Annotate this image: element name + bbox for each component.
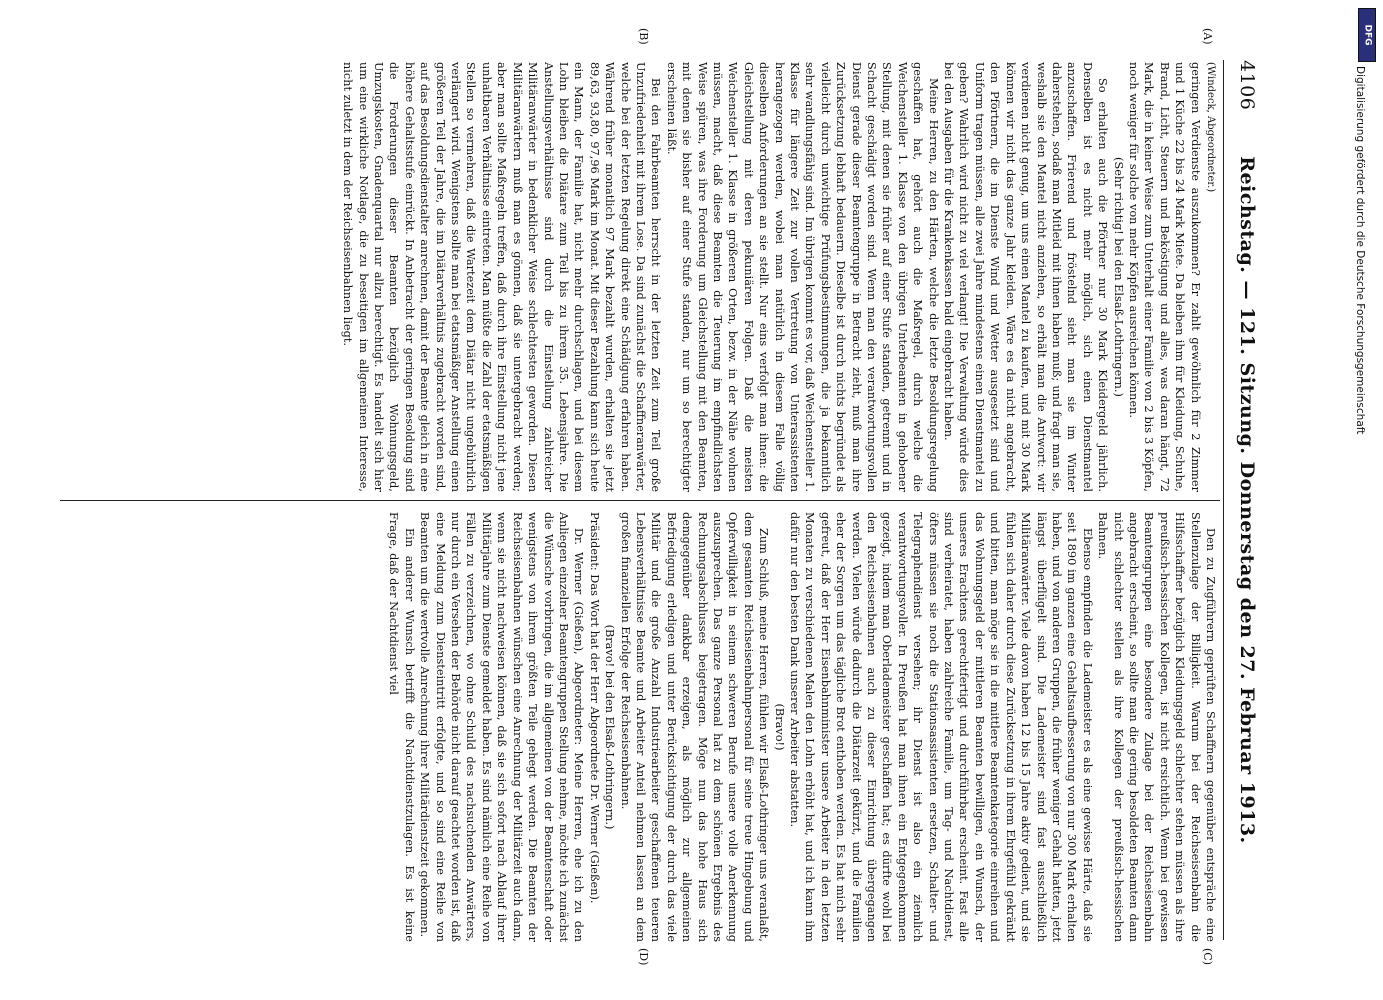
scanned-page [10, 0, 1310, 1000]
margin-mark-d: (D) [637, 948, 650, 966]
paragraph: Zum Schluß, meine Herren, fühlen wir Elsaß-Lothringer uns veranlaßt, dem gesamten Reichseisenbahnpersonal für seine treue Hingebung und Opferwilligkeit in seinem schweren Berufe unsere volle Anerkennung auszusprechen. Das ganze Personal hat zu dem schönen Ergebnis des Rechnungsabschlusses beigetragen. Möge nun das hohe Haus sich demgegenüber dankbar erzeigen, als möglich zur allgemeinen Befriedigung erledigen und unter Berücksichtigung der durch das viele Militär und die große Anzahl Industriearbeiter geschaffenen teueren Lebensverhältnisse Beamte und Arbeiter Anteil nehmen lassen an dem großen finanziellen Erfolge der Reichseisenbahnen. [618, 512, 771, 942]
speaker-reference: (Windeck, Abgeordneter.) [1205, 62, 1216, 193]
interjection: (Bravo! bei den Elsaß-Lothringern.) [603, 624, 617, 830]
left-column [340, 62, 1218, 492]
digitization-credit: Digitalisierung gefördert durch die Deutsche Forschungsgemeinschaft [1354, 66, 1366, 435]
interjection: (Sehr richtig! bei den Elsaß-Lothringern.) [1111, 157, 1125, 397]
paragraph: So erhalten auch die Pförtner nur 30 Mark Kleidergeld jährlich. Denselben ist es nicht mehr möglich, sich einen Dienstmantel anzuschaffen. Frierend und fröstelnd sieht man sie im Winter daherstehen, sodaß man Mitleid mit ihnen haben muß; und fragt man sie, weshalb sie den Mantel nicht anziehen, so erhält man die Antwort: wir verdienen nicht genug, um uns einen Mantel zu kaufen, und mit 30 Mark können wir nicht das ganze Jahr kleiden. Wäre es da nicht angebracht, den Pförtnern, die im Dienste Wind und Wetter ausgesetzt sind und Uniform tragen müssen, alle zwei Jahre mindestens einen Dienstmantel zu geben? Wahrlich wird nicht zu viel verlangt! Die Verwaltung würde dies bei den Ausgaben für die Krankenkassen bald eingebracht haben. [942, 62, 1110, 492]
margin-mark-a: (A) [1201, 28, 1214, 45]
paragraph: Ein anderer Wunsch betrifft die Nachtdienstzulagen. Es ist keine Frage, daß der Nachtdienst viel [387, 512, 416, 942]
page-number: 4106 [1236, 60, 1258, 111]
interjection: (Bravo!) [772, 703, 786, 751]
session-title: Reichstag. — 121. Sitzung. Donnerstag den 27. Februar 1913. [1236, 156, 1258, 844]
dfg-logo-text: DFG [1362, 24, 1373, 46]
right-column [386, 512, 1218, 942]
paragraph: geringen Verdienste auszukommen? Er zahlt gewöhnlich für 2 Zimmer und 1 Küche 22 bis 24 Mark Miete. Da bleiben ihm für Kleidung, Schuhe, Brand, Licht, Steuern und Beköstigung und alles, was daran hängt, 72 Mark, die in keiner Weise zum Unterhalt einer Familie von 2 bis 3 Köpfen, noch weniger für solche von mehr Köpfen ausreichen können. [1126, 62, 1202, 492]
paragraph: Meine Herren, zu den Härten, welche die letzte Besoldungsregelung geschaffen hat, gehört auch die Maßregel, durch welche die Weichensteller 1. Klasse von den übrigen Unterbeamten in gehobener Stellung, mit denen sie früher auf einer Stufe standen, getrennt und in Schacht geschädigt worden sind. Wenn man den verantwortungsvollen Dienst gerade dieser Beamtengruppe in Betracht zieht, muß man ihre Zurücksetzung lebhaft bedauern. Dieselbe ist durch nichts begründet als vielleicht durch unwichtige Prüfungsbestimmungen, die ja bekanntlich sehr wandlungsfähig sind. Im übrigen kommt es vor, daß Weichensteller 1. Klasse für längere Zeit zur vollen Vertretung von Unterassistenten herangezogen werden, wobei man natürlich in diesem Falle völlig dieselben Anforderungen an sie stellt. Nur eins verfolgt man ihnen: die Gleichstellung mit deren pekuniären Folgen. Daß die meisten Weichensteller 1. Klasse in größeren Orten, bezw. in der Nähe wohnen müssen, macht, daß diese Beamten die Teuerung im empfindlichsten Weise spüren, was ihre Forderung um Gleichstellung mit den Beamten, mit denen sie bisher auf einer Stufe standen, nur um so berechtigter erscheinen läßt. [664, 62, 940, 492]
president-line: Präsident: Das Wort hat der Herr Abgeordnete Dr. Werner (Gießen). [587, 512, 601, 904]
paragraph: Bei den Fahrbeamten herrscht in der letzten Zeit zum Teil große Unzufriedenheit mit ihrem Lose. Da sind zunächst die Schaffneranwärter, welche bei der letzten Regelung direkt eine Schädigung erfahren haben. Während früher monatlich 97 Mark bezahlt wurden, erhalten sie jetzt 89,63, 93,80, 97,96 Mark im Monat. Mit dieser Bezahlung kann sich heute ein Mann, der Familie hat, nicht mehr durchschlagen, und bei diesem Lohn bleiben die Diätare zum Teil bis zu ihrem 35. Lebensjahre. Die Anstellungsverhältnisse sind durch die Einstellung zahlreicher Militäranwärter in bedenklicher Weise schlechtesten geworden. Diesen Militäranwärtern muß man es gönnen, daß sie untergebracht werden; aber man sollte Maßregeln treffen, daß durch ihre Einstellung nicht jene unhaltbaren Verhältnisse eintreten. Man müßte die Zahl der etatsmäßigen Stellen so vermehren, daß die Wartezeit dem Diätar nicht ungebührlich verlängert wird. Wenigstens sollte man bei etatsmäßiger Anstellung einen größeren Teil der Jahre, die im Diätarverhältnis zugebracht worden sind, auf das Besoldungsdienstalter anrechnen, damit der Beamte gleich in eine höhere Gehaltsstufe einrückt. In Anbetracht der geringen Besoldung sind die Forderungen dieser Beamten bezüglich Wohnungsgeld, Umzugskosten, Gnadenquartal nur allzu berechtigt. Es handelt sich hier um eine wirkliche Notlage, die zu beseitigen im allgemeinen Interesse, nicht zuletzt in dem der Reichseisenbahnen liegt. [341, 62, 663, 492]
header-rule [1223, 60, 1224, 940]
page-header [1230, 60, 1258, 940]
paragraph: Ebenso empfinden die Lademeister es als eine gewisse Härte, daß sie seit 1890 im ganzen eine Gehaltsaufbesserung von nur 300 Mark erhalten haben, und von anderen Gruppen, die früher weniger Gehalt hatten, jetzt längst überflügelt sind. Die Lademeister sind fast ausschließlich Militäranwärter. Viele davon haben 12 bis 15 Jahre aktiv gedient, und sie fühlen sich daher durch diese Zurücksetzung in ihrem Ehrgefühl gekränkt und bitten, man möge sie in die mittlere Beamtenkategorie einreihen und das Wohnungsgeld der mittleren Beamten bewilligen, ein Wunsch, der unseres Erachtens gerechtfertigt und durchführbar erscheint. Fast alle sind verheiratet, haben zahlreiche Familie, um Tag- und Nachtdienst, öfters müssen sie noch die Stationsassistenten ersetzen, Schalter- und Telegraphendienst versehen; ihr Dienst ist also ein ziemlich verantwortungsvoller. In Preußen hat man ihnen ein Entgegenkommen gezeigt, indem man Oberlademeister geschaffen hat; es dürfte wohl bei den Reichseisenbahnen auch zu dieser Einrichtung übergegangen werden. Vielen würde dadurch die Diätarzeit gekürzt, und die Familien eher der Sorgen um das tägliche Brot enthoben werden. Es hat mich sehr gefreut, daß der Herr Eisenbahnminister unsere Arbeiter in den letzten Monaten zu verschiedenen Malen den Lohn erhöht hat, und ich kann ihm dafür nur den besten Dank unserer Arbeiter abstatten. [788, 512, 1094, 942]
paragraph: Den zu Zugführern geprüften Schaffnern gegenüber entspräche eine Stellenzulage der Billigkeit. Warum bei der Reichseisenbahn die Hilfsschaffner bezüglich Kleidungsgeld schlechter stehen müssen als ihre preußisch-hessischen Kollegen, ist nicht ersichtlich. Wenn bei gewissen Beamtengruppen eine besondere Zulage bei der Reichseisenbahn angebracht erscheint, so sollte man die gering besoldeten Beamten dann nicht schlechter stellen als ihre Kollegen der preußisch-hessischen Bahnen. [1096, 512, 1217, 942]
margin-mark-b: (B) [637, 28, 650, 45]
column-divider [60, 500, 1220, 501]
paragraph: Dr. Werner (Gießen), Abgeordneter: Meine Herren, ehe ich zu den Anliegen einzelner Beamtengruppen Stellung nehme, möchte ich zunächst die Wünsche vorbringen, die im allgemeinen von der Beamtenschaft oder wenigstens von ihrem größten Teile gehegt werden. Die Beamten der Reichseisenbahnen wünschen eine Anrechnung der Militärzeit auch dann, wenn sie nicht nachweisen können, daß sie sich sofort nach Ablauf ihrer Militärjahre zum Dienste gemeldet haben. Es sind nämlich eine Reihe von Fällen zu verzeichnen, wo ohne Schuld des nachsuchenden Anwärters, nur durch ein Versehen der Behörde nicht darauf geachtet worden ist, daß eine Meldung zum Diensteintritt erfolgte, und so sind eine Reihe von Beamten um die wertvolle Anrechnung ihrer Militärdienstzeit gekommen. [418, 512, 586, 942]
dfg-logo [1358, 8, 1376, 62]
margin-mark-c: (C) [1201, 948, 1214, 965]
